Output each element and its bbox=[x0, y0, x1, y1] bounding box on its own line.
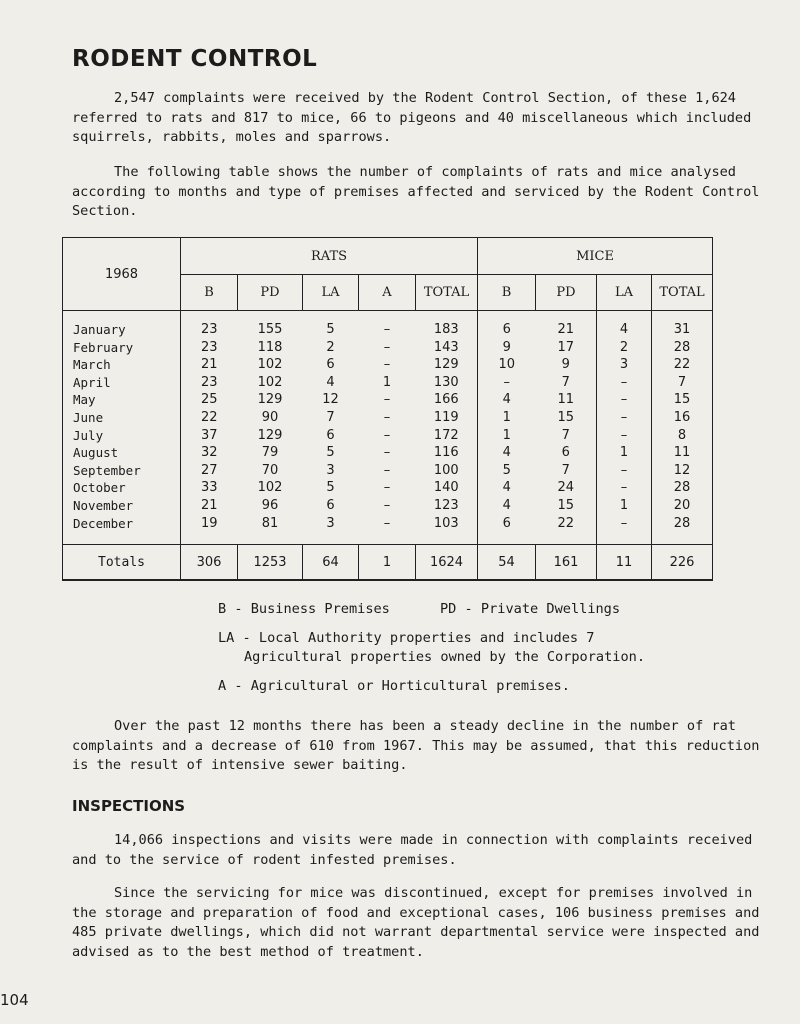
totals-cell: 1 bbox=[359, 545, 416, 581]
table-cell: 7 bbox=[326, 409, 335, 425]
table-cell: 31 bbox=[652, 311, 713, 339]
abbreviation-legend bbox=[218, 600, 645, 696]
servicing-text: Since the servicing for mice was discontinued, except for premises involved in the storage and preparation of food and exceptional cases, 106 business premises and 485 private dwellings, which did not warrant departmental service were inspected and advised as to the best method of treatment. bbox=[72, 885, 760, 960]
table-cell: 15 bbox=[557, 409, 575, 425]
inspections-paragraph bbox=[72, 831, 762, 870]
servicing-paragraph bbox=[72, 884, 762, 962]
inspections-text: 14,066 inspections and visits were made in connection with complaints received and to the service of rodent infested premises. bbox=[72, 832, 753, 868]
table-row bbox=[63, 462, 713, 480]
totals-cell: 1253 bbox=[238, 545, 303, 581]
totals-cell: 54 bbox=[478, 545, 536, 581]
table-cell: 22 bbox=[200, 409, 218, 425]
column-header: TOTAL bbox=[416, 275, 478, 311]
column-header: LA bbox=[597, 275, 652, 311]
intro-paragraph bbox=[72, 89, 762, 148]
table-row bbox=[63, 515, 713, 545]
table-cell: 21 bbox=[200, 497, 218, 513]
table-cell: 4 bbox=[478, 444, 536, 462]
inspections-heading: INSPECTIONS bbox=[72, 797, 186, 815]
month-cell: February bbox=[63, 339, 181, 357]
decline-paragraph bbox=[72, 717, 762, 776]
table-cell: 19 bbox=[200, 515, 218, 531]
column-header: TOTAL bbox=[652, 275, 713, 311]
intro-text: 2,547 complaints were received by the Rodent Control Section, of these 1,624 referred to rats and 817 to mice, 66 to pigeons and 40 miscellaneous which included squirrels, rabbits, moles and sparrows. bbox=[72, 90, 752, 145]
table-cell: – bbox=[383, 497, 391, 513]
table-cell: – bbox=[383, 339, 391, 355]
table-cell: 21 bbox=[200, 357, 218, 373]
table-cell: 3 bbox=[326, 462, 335, 478]
mice-group-header: MICE bbox=[478, 238, 713, 275]
table-cell: 5 bbox=[326, 322, 335, 337]
table-cell: 119 bbox=[433, 409, 459, 425]
table-cell: 9 bbox=[561, 357, 570, 373]
table-cell: 103 bbox=[433, 515, 459, 531]
table-cell: 172 bbox=[433, 427, 459, 443]
totals-cell: 11 bbox=[597, 545, 652, 581]
table-row bbox=[63, 311, 713, 339]
column-header: A bbox=[359, 275, 416, 311]
table-cell: 1 bbox=[597, 497, 652, 515]
table-cell: 123 bbox=[433, 497, 459, 513]
table-cell: – bbox=[383, 392, 391, 408]
table-cell: 23 bbox=[200, 339, 218, 355]
month-cell: October bbox=[63, 479, 181, 497]
table-cell: 102 bbox=[257, 374, 283, 390]
table-cell: 7 bbox=[561, 427, 570, 443]
table-cell: 4 bbox=[326, 374, 335, 390]
table-cell: 28 bbox=[652, 479, 713, 497]
legend-private-dwellings: PD - Private Dwellings bbox=[440, 601, 621, 617]
month-cell: May bbox=[63, 391, 181, 409]
page-title: RODENT CONTROL bbox=[72, 46, 318, 72]
totals-cell: 64 bbox=[303, 545, 359, 581]
table-cell: 116 bbox=[433, 445, 459, 461]
table-body bbox=[63, 311, 713, 545]
table-cell: 118 bbox=[257, 339, 283, 355]
decline-text: Over the past 12 months there has been a steady decline in the number of rat complaints and a decrease of 610 from 1967. This may be assumed, that this reduction is the result of intensive sewer baiting. bbox=[72, 718, 760, 773]
table-cell: 9 bbox=[478, 339, 536, 357]
table-cell: 3 bbox=[597, 356, 652, 374]
table-cell: 102 bbox=[257, 357, 283, 373]
table-cell: 11 bbox=[652, 444, 713, 462]
table-cell: 96 bbox=[261, 497, 279, 513]
column-header: PD bbox=[238, 275, 303, 311]
table-cell: – bbox=[383, 515, 391, 531]
table-cell: 6 bbox=[326, 427, 335, 443]
table-cell: – bbox=[383, 445, 391, 461]
table-cell: 81 bbox=[261, 515, 279, 531]
page-number: 104 bbox=[0, 991, 29, 1009]
table-row bbox=[63, 479, 713, 497]
table-cell: – bbox=[383, 480, 391, 496]
table-row bbox=[63, 391, 713, 409]
table-cell: 7 bbox=[561, 374, 570, 390]
table-cell: 6 bbox=[478, 515, 536, 545]
complaints-table bbox=[62, 237, 713, 581]
table-cell: 4 bbox=[597, 311, 652, 339]
month-cell: March bbox=[63, 356, 181, 374]
table-cell: 15 bbox=[652, 391, 713, 409]
table-cell: – bbox=[597, 462, 652, 480]
table-cell: 155 bbox=[257, 322, 283, 337]
table-cell: 1 bbox=[382, 374, 392, 390]
table-cell: 129 bbox=[257, 392, 283, 408]
table-cell: 15 bbox=[557, 497, 575, 513]
table-cell: – bbox=[383, 322, 391, 337]
table-cell: 100 bbox=[433, 462, 459, 478]
table-cell: 16 bbox=[652, 409, 713, 427]
column-header: B bbox=[478, 275, 536, 311]
table-cell: 4 bbox=[478, 497, 536, 515]
totals-label: Totals bbox=[63, 545, 181, 581]
table-cell: 12 bbox=[652, 462, 713, 480]
table-cell: 3 bbox=[326, 515, 335, 531]
table-cell: 129 bbox=[433, 357, 459, 373]
table-cell: 4 bbox=[478, 479, 536, 497]
totals-cell: 1624 bbox=[416, 545, 478, 581]
table-cell: 27 bbox=[200, 462, 218, 478]
table-cell: 166 bbox=[433, 392, 459, 408]
table-cell: 5 bbox=[326, 480, 335, 496]
table-cell: 102 bbox=[257, 480, 283, 496]
rats-group-header: RATS bbox=[181, 238, 478, 275]
table-cell: – bbox=[597, 374, 652, 392]
legend-business: B - Business Premises bbox=[218, 601, 390, 617]
table-cell: – bbox=[597, 515, 652, 545]
month-cell: November bbox=[63, 497, 181, 515]
table-cell: 143 bbox=[433, 339, 459, 355]
table-cell: 17 bbox=[557, 339, 575, 355]
table-cell: 28 bbox=[652, 515, 713, 545]
table-cell: 7 bbox=[561, 462, 570, 478]
table-cell: 22 bbox=[652, 356, 713, 374]
table-cell: 10 bbox=[478, 356, 536, 374]
table-row bbox=[63, 339, 713, 357]
month-cell: January bbox=[63, 311, 181, 339]
table-cell: 20 bbox=[652, 497, 713, 515]
column-header: PD bbox=[536, 275, 597, 311]
month-cell: December bbox=[63, 515, 181, 545]
table-cell: 1 bbox=[478, 409, 536, 427]
legend-local-authority: LA - Local Authority properties and includes 7 bbox=[218, 629, 595, 646]
table-cell: 4 bbox=[478, 391, 536, 409]
totals-row bbox=[63, 545, 713, 581]
table-cell: 140 bbox=[433, 480, 459, 496]
table-cell: 33 bbox=[200, 480, 218, 496]
month-cell: April bbox=[63, 374, 181, 392]
table-cell: 1 bbox=[478, 427, 536, 445]
table-cell: 22 bbox=[557, 515, 575, 531]
table-cell: 6 bbox=[326, 497, 335, 513]
table-cell: 23 bbox=[200, 374, 218, 390]
table-cell: 12 bbox=[322, 392, 339, 408]
table-cell: – bbox=[383, 357, 391, 373]
totals-cell: 226 bbox=[652, 545, 713, 581]
table-cell: – bbox=[597, 479, 652, 497]
totals-cell: 306 bbox=[181, 545, 238, 581]
table-cell: 5 bbox=[478, 462, 536, 480]
table-cell: 28 bbox=[652, 339, 713, 357]
table-cell: – bbox=[383, 462, 391, 478]
table-row bbox=[63, 374, 713, 392]
table-cell: 25 bbox=[200, 392, 218, 408]
table-cell: 6 bbox=[326, 357, 335, 373]
table-cell: – bbox=[478, 374, 536, 392]
table-cell: 24 bbox=[557, 480, 575, 496]
table-cell: 23 bbox=[200, 322, 218, 337]
table-cell: 8 bbox=[652, 427, 713, 445]
legend-agricultural: A - Agricultural or Horticultural premises. bbox=[218, 677, 570, 694]
table-row bbox=[63, 356, 713, 374]
table-cell: 2 bbox=[597, 339, 652, 357]
year-header: 1968 bbox=[63, 238, 181, 311]
table-intro-paragraph bbox=[72, 163, 762, 222]
table-cell: 32 bbox=[200, 445, 218, 461]
month-cell: August bbox=[63, 444, 181, 462]
table-cell: 7 bbox=[652, 374, 713, 392]
table-intro-text: The following table shows the number of complaints of rats and mice analysed according to months and type of premises affected and serviced by the Rodent Control Section. bbox=[72, 164, 760, 219]
table-cell: 5 bbox=[326, 445, 335, 461]
table-cell: 21 bbox=[557, 322, 575, 337]
column-header: LA bbox=[303, 275, 359, 311]
table-row bbox=[63, 409, 713, 427]
month-cell: September bbox=[63, 462, 181, 480]
month-cell: June bbox=[63, 409, 181, 427]
table-cell: 70 bbox=[261, 462, 279, 478]
column-header: B bbox=[181, 275, 238, 311]
table-cell: 11 bbox=[557, 392, 575, 408]
table-cell: 1 bbox=[597, 444, 652, 462]
table-cell: 90 bbox=[261, 409, 279, 425]
table-row bbox=[63, 444, 713, 462]
table-row bbox=[63, 427, 713, 445]
table-cell: 6 bbox=[478, 311, 536, 339]
table-cell: 130 bbox=[433, 374, 459, 390]
table-cell: – bbox=[597, 391, 652, 409]
legend-local-authority-continued: Agricultural properties owned by the Corporation. bbox=[244, 649, 646, 665]
table-cell: 37 bbox=[200, 427, 218, 443]
table-cell: 129 bbox=[257, 427, 283, 443]
table-cell: 2 bbox=[326, 339, 335, 355]
table-cell: – bbox=[597, 409, 652, 427]
table-cell: 79 bbox=[261, 445, 279, 461]
table-row bbox=[63, 497, 713, 515]
month-cell: July bbox=[63, 427, 181, 445]
totals-cell: 161 bbox=[536, 545, 597, 581]
table-cell: – bbox=[597, 427, 652, 445]
table-cell: 183 bbox=[433, 322, 459, 337]
table-cell: – bbox=[383, 427, 391, 443]
table-cell: 6 bbox=[561, 445, 570, 461]
table-cell: – bbox=[383, 409, 391, 425]
